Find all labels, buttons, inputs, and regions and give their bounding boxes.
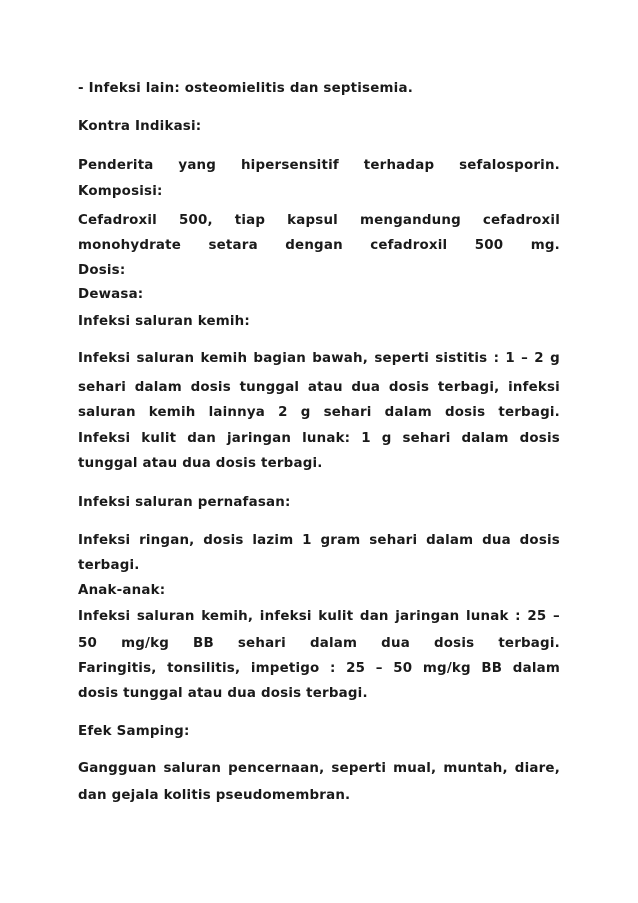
word: Cefadroxil [78,213,157,228]
word: Penderita [78,158,154,173]
text-line [78,760,560,778]
word: g [300,405,311,420]
word: saluran [136,609,195,624]
word: sehari [237,636,286,651]
word: dan [187,431,217,446]
text-line: Infeksi saluran pernafasan: [78,495,291,510]
word: Infeksi [78,431,131,446]
word: muntah, [443,761,508,776]
word: diare, [514,761,560,776]
text-line [78,660,560,678]
text-line [78,608,560,626]
word: dosis [388,380,430,395]
word: sehari [323,405,372,420]
text-line [78,350,560,368]
word: Infeksi [78,609,131,624]
text-line: - Infeksi lain: osteomielitis dan septisemia. [78,81,413,96]
word: pencernaan, [228,761,325,776]
word: jaringan [227,431,292,446]
word: jaringan [395,609,460,624]
word: dalam [309,636,358,651]
word: mengandung [359,213,461,228]
word: dua [381,636,410,651]
text-line: tunggal atau dua dosis terbagi. [78,456,323,471]
word: 25 [527,609,547,624]
word: seperti [331,761,387,776]
word: dalam [426,533,474,548]
word: dan [359,609,389,624]
word: bawah, [312,351,369,366]
word: gram [320,533,361,548]
word: lainnya [208,405,266,420]
word: 2 [534,351,544,366]
word: tiap [234,213,266,228]
word: 1 [361,431,371,446]
text-line: Kontra Indikasi: [78,119,202,134]
word: lunak [465,609,509,624]
word: dalam [384,405,432,420]
word: dalam [512,661,560,676]
text-line: dosis tunggal atau dua dosis terbagi. [78,686,368,701]
word: mual, [393,761,437,776]
word: seperti [374,351,430,366]
word: hipersensitif [240,158,339,173]
word: dosis [519,533,560,548]
text-line: Dosis: [78,263,126,278]
text-line: Infeksi saluran kemih: [78,314,250,329]
text-line [78,404,560,422]
word: sefalosporin. [459,158,560,173]
word: kapsul [287,213,338,228]
word: sehari [78,380,127,395]
word: kemih, [201,609,254,624]
word: mg/kg [422,661,471,676]
word: terbagi, [437,380,500,395]
word: tonsilitis, [167,661,241,676]
text-line [78,430,560,448]
word: lunak: [302,431,351,446]
word: : [493,351,500,366]
word: kulit [141,431,177,446]
word: BB [193,636,214,651]
word: saluran [78,405,136,420]
word: dua [351,380,381,395]
word: kemih [200,351,248,366]
word: dalam [134,380,182,395]
text-line [78,212,560,230]
word: dua [482,533,511,548]
word: dengan [285,238,343,253]
word: 500 [474,238,504,253]
word: bagian [253,351,306,366]
word: : [515,609,521,624]
word: yang [178,158,217,173]
word: infeksi [508,380,560,395]
word: ringan, [139,533,195,548]
text-line [78,532,560,550]
word: sehari [402,431,451,446]
word: sehari [369,533,418,548]
word: 1 [302,533,312,548]
word: lazim [252,533,294,548]
text-line: Dewasa: [78,287,144,302]
word: dosis [519,431,560,446]
word: dalam [461,431,509,446]
word: – [375,661,383,676]
text-line: terbagi. [78,558,140,573]
word: atau [307,380,343,395]
word: Infeksi [78,351,131,366]
word: dosis [444,405,486,420]
word: cefadroxil [482,213,560,228]
word: terhadap [363,158,435,173]
word: kulit [318,609,354,624]
text-line: Efek Samping: [78,724,190,739]
text-line: dan gejala kolitis pseudomembran. [78,788,351,803]
word: mg/kg [121,636,169,651]
text-line [78,237,560,255]
word: sistitis [435,351,488,366]
word: g [381,431,392,446]
word: 2 [278,405,288,420]
text-line: Komposisi: [78,184,163,199]
word: cefadroxil [370,238,448,253]
word: – [552,609,560,624]
word: infeksi [259,609,312,624]
word: dosis [433,636,475,651]
word: 25 [346,661,366,676]
text-line [78,379,560,397]
word: dosis [190,380,231,395]
word: 50 [78,636,98,651]
word: terbagi. [498,636,560,651]
word: Infeksi [78,533,131,548]
word: 500, [178,213,213,228]
word: mg. [530,238,560,253]
word: g [550,351,560,366]
word: saluran [163,761,222,776]
word: monohydrate [78,238,182,253]
word: dosis [203,533,244,548]
text-line [78,635,560,653]
word: tunggal [239,380,300,395]
word: saluran [136,351,195,366]
word: impetigo [250,661,320,676]
word: setara [208,238,258,253]
text-line [78,157,560,175]
word: kemih [148,405,196,420]
word: – [521,351,529,366]
word: 1 [505,351,515,366]
word: Faringitis, [78,661,157,676]
word: Gangguan [78,761,157,776]
word: 50 [393,661,413,676]
word: terbagi. [498,405,560,420]
text-line: Anak-anak: [78,583,166,598]
word: : [330,661,336,676]
word: BB [481,661,503,676]
